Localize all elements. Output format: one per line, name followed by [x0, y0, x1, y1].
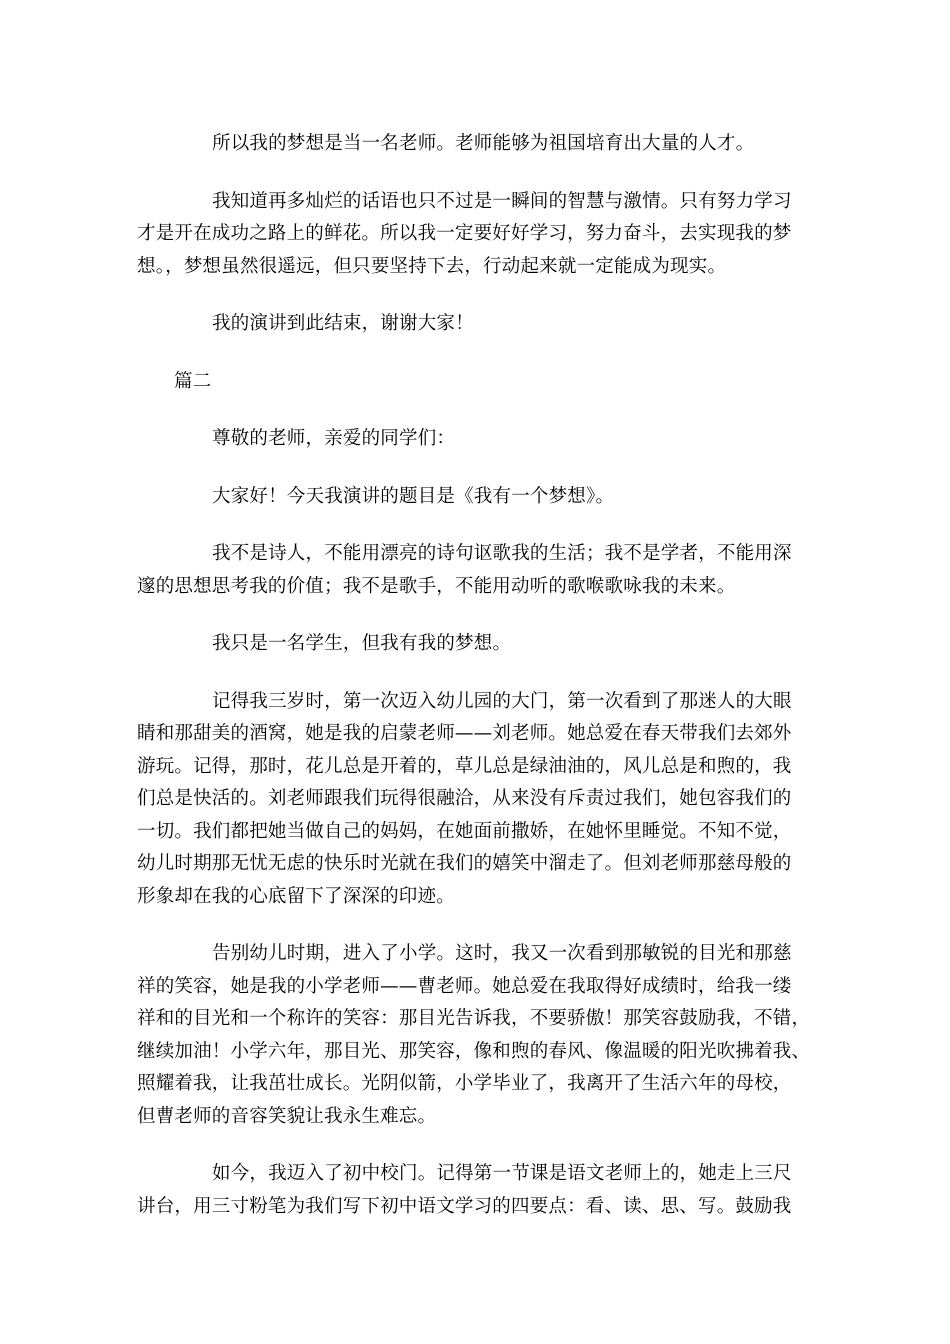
text-line: 篇二: [174, 370, 212, 392]
text-line: 我不是诗人，不能用漂亮的诗句讴歌我的生活；我不是学者，不能用深: [212, 543, 792, 564]
text-line: 继续加油！小学六年，那目光、那笑容，像和煦的春风、像温暖的阳光吹拂着我、: [137, 1040, 811, 1062]
paragraph-greeting: [137, 423, 817, 456]
text-line: 想。，梦想虽然很遥远，但只要坚持下去，行动起来就一定能成为现实。: [137, 255, 727, 277]
text-line: 记得我三岁时，第一次迈入幼儿园的大门，第一次看到了那迷人的大眼: [212, 690, 792, 712]
text-line: 一切。我们都把她当做自己的妈妈，在她面前撒娇，在她怀里睡觉。不知不觉，: [137, 820, 792, 842]
text-line: 邃的思想思考我的价值；我不是歌手，不能用动听的歌喉歌咏我的未来。: [137, 575, 736, 597]
text-line: 幼儿时期那无忧无虑的快乐时光就在我们的嬉笑中溜走了。但刘老师那慈母般的: [137, 853, 792, 874]
text-line: 我知道再多灿烂的话语也只不过是一瞬间的智慧与激情。只有努力学习: [212, 190, 792, 212]
text-line: 祥和的目光和一个称许的笑容：那目光告诉我，不要骄傲！那笑容鼓励我，不错，: [137, 1008, 811, 1029]
text-line: 大家好！今天我演讲的题目是《我有一个梦想》。: [212, 485, 615, 507]
text-line: 照耀着我，让我茁壮成长。光阴似箭，小学毕业了，我离开了生活六年的母校，: [137, 1073, 792, 1094]
text-line: 但曹老师的音容笑貌让我永生难忘。: [137, 1105, 437, 1127]
text-line: 形象却在我的心底留下了深深的印迹。: [137, 885, 455, 907]
text-line: 游玩。记得，那时，花儿总是开着的，草儿总是绿油油的，风儿总是和煦的，我: [137, 755, 792, 777]
text-line: 才是开在成功之路上的鲜花。所以我一定要好好学习，努力奋斗，去实现我的梦: [137, 223, 792, 244]
paragraph-dream-teacher: [137, 128, 817, 161]
paragraph-not-poet: [137, 538, 817, 603]
text-line: 所以我的梦想是当一名老师。老师能够为祖国培育出大量的人才。: [212, 133, 755, 154]
text-line: 如今，我迈入了初中校门。记得第一节课是语文老师上的，她走上三尺: [212, 1163, 792, 1184]
text-line: 们总是快活的。刘老师跟我们玩得很融洽，从来没有斥责过我们，她包容我们的: [137, 788, 792, 809]
paragraph-study-hard: [137, 186, 817, 284]
paragraph-kindergarten: [137, 686, 817, 914]
text-line: 祥的笑容，她是我的小学老师——曹老师。她总爱在我取得好成绩时，给我一缕: [137, 975, 792, 997]
text-line: 讲台，用三寸粉笔为我们写下初中语文学习的四要点：看、读、思、写。鼓励我: [137, 1195, 792, 1217]
text-line: 尊敬的老师，亲爱的同学们：: [212, 428, 456, 449]
paragraph-middle-school: [137, 1158, 817, 1223]
section-heading: [137, 366, 817, 399]
paragraph-title-intro: [137, 481, 817, 514]
text-line: 告别幼儿时期，进入了小学。这时，我又一次看到那敏锐的目光和那慈: [212, 943, 792, 964]
text-line: 睛和那甜美的酒窝，她是我的启蒙老师——刘老师。她总爱在春天带我们去郊外: [137, 723, 792, 744]
document-body: [137, 128, 817, 1248]
text-line: 我只是一名学生，但我有我的梦想。: [212, 633, 512, 654]
paragraph-student: [137, 628, 817, 661]
paragraph-closing: [137, 308, 817, 341]
text-line: 我的演讲到此结束，谢谢大家！: [212, 313, 474, 334]
paragraph-primary-school: [137, 938, 817, 1133]
